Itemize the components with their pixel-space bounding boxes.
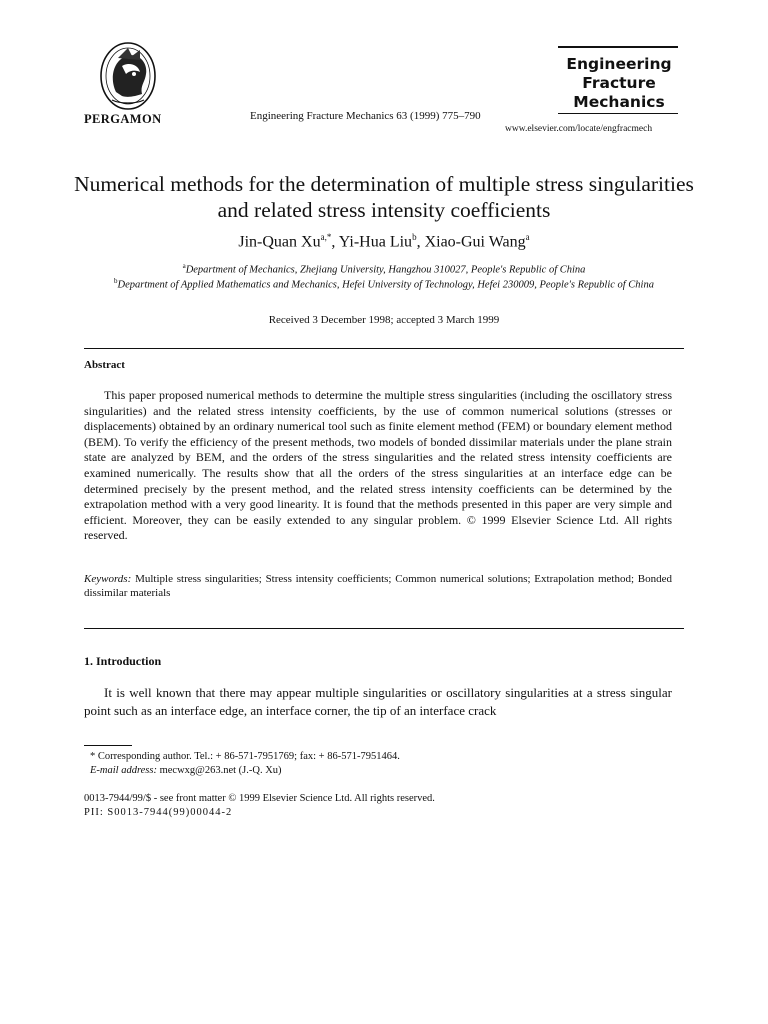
email-address-link[interactable]: mecwxg@263.net (J.-Q. Xu) [159,765,282,776]
masthead-line: Engineering [566,55,672,73]
author-affiliation-mark: b [412,232,417,242]
received-dates: Received 3 December 1998; accepted 3 March 1999 [268,314,500,326]
affiliation [84,277,684,293]
author-name: Jin-Quan Xu [238,233,321,251]
divider [84,348,684,349]
author-name: Yi-Hua Liu [338,233,413,251]
affiliation-mark: b [114,277,118,285]
copyright-block [84,792,435,820]
divider [84,628,684,629]
section-heading: 1. Introduction [84,654,162,668]
introduction-text: It is well known that there may appear multiple singularities or oscillatory singularities at a stress singular point such as an interface edge, an interface corner, the tip of an interface crack [84,685,672,718]
masthead-line: Fracture [582,73,656,92]
author-affiliation-mark: a,* [320,232,332,242]
journal-citation: Engineering Fracture Mechanics 63 (1999) 775–790 [250,110,481,122]
masthead-rule-bottom [558,113,678,114]
keywords-text: Multiple stress singularities; Stress intensity coefficients; Common numerical solutions; Extrapolation method; Bonded dissimilar materials [84,573,673,599]
corresponding-author-footnote [90,750,400,778]
keywords [84,572,672,600]
publisher-name: PERGAMON [84,112,162,126]
pergamon-logo-icon [88,40,168,112]
abstract-text: This paper proposed numerical methods to determine the multiple stress singularities (including the oscillatory stress singularities) and the related stress intensity coefficients, by the use of common numerical solutions (stresses or displacements) obtained by an ordinary numerical tool such as finite element method (FEM) or boundary element method (BEM). To verify the efficiency of the present methods, two models of bonded dissimilar materials under the plane strain state are analyzed by BEM, and the orders of the stress singularities and the related stress intensity coefficients are examined numerically. The results show that all the orders of the stress singularities at an interface edge can be determined precisely by the present method, and the related stress intensity coefficients can be determined by the extrapolation method with a very good linearity. It is found that the methods presented in this paper are very simple and efficient. Moreover, they can be easily extended to any singular problem. © 1999 Elsevier Science Ltd. All rights reserved. [84,388,672,543]
journal-masthead [565,55,673,112]
corresponding-author-text: * Corresponding author. Tel.: + 86-571-7951769; fax: + 86-571-7951464. [90,751,400,762]
journal-url-link[interactable]: www.elsevier.com/locate/engfracmech [505,124,653,134]
affiliation-text: Department of Applied Mathematics and Mechanics, Hefei University of Technology, Hefei 230009, People's Republic of China [117,279,654,291]
email-line [90,764,400,778]
affiliation-mark: a [182,262,186,270]
copyright-text: 0013-7944/99/$ - see front matter © 1999 Elsevier Science Ltd. All rights reserved. [84,793,435,804]
pii-identifier: PII: S0013-7944(99)00044-2 [84,807,233,818]
footnote-rule [84,745,132,746]
article-title: Numerical methods for the determination of multiple stress singularities and related stress intensity coefficients [74,172,694,222]
keywords-label: Keywords: [84,573,132,585]
affiliation-text: Department of Mechanics, Zhejiang University, Hangzhou 310027, People's Republic of China [185,264,586,276]
masthead-rule-top [558,46,678,48]
masthead-line: Mechanics [573,92,665,111]
author-affiliation-mark: a [525,232,530,242]
affiliation [84,262,684,278]
abstract-heading: Abstract [84,359,125,371]
author-list: Jin-Quan $Xu^{a,*}$, Yi-Hua Liu$^b$, Xiao-Gui Wang$^a$ [238,232,530,251]
author-name: Xiao-Gui Wang [424,233,526,251]
email-label: E-mail address: [90,765,157,776]
